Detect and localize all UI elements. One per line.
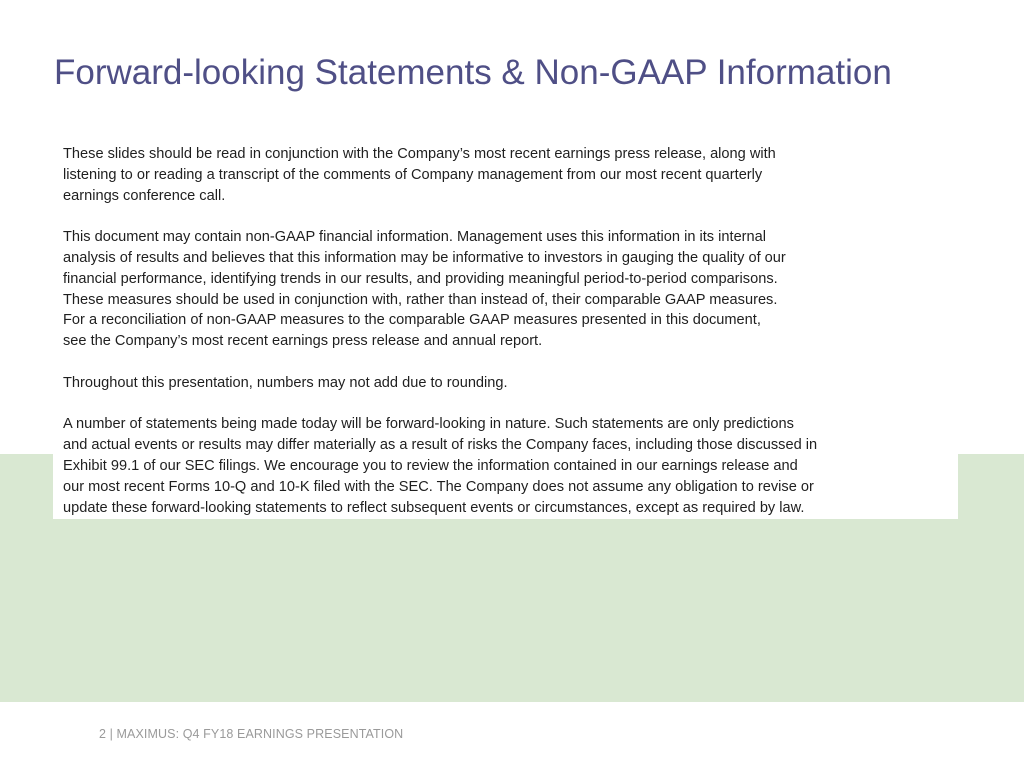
paragraph-non-gaap: This document may contain non-GAAP financial information. Management uses this information in its internal analysis of results and believes that this information may be informative to investors in gauging the quality of our financial performance, identifying trends in our results, and providing meaningful period-to-period comparisons. These measures should be used in conjunction with, rather than instead of, their comparable GAAP measures. For a reconciliation of non-GAAP measures to the comparable GAAP measures presented in this document, see the Company’s most recent earnings press release and annual report. [63,229,786,350]
paragraph-rounding: Throughout this presentation, numbers may not add due to rounding. [63,374,508,391]
paragraph-forward-looking: A number of statements being made today will be forward-looking in nature. Such statements are only predictions and actual events or results may differ materially as a result of risks the Company faces, including those discussed in Exhibit 99.1 of our SEC filings. We encourage you to review the information contained in our earnings release and our most recent Forms 10-Q and 10-K filed with the SEC. The Company does not assume any obligation to revise or update these forward-looking statements to reflect subsequent events or circumstances, except as required by law. [63,416,818,516]
slide-title: Forward-looking Statements & Non-GAAP Information [54,53,892,92]
slide-footer: 2 | MAXIMUS: Q4 FY18 EARNINGS PRESENTATION [99,727,404,741]
disclaimer-text-box [53,137,958,519]
paragraph-read-in-conjunction: These slides should be read in conjunction with the Company’s most recent earnings press release, along with listening to or reading a transcript of the comments of Company management from our most recent quarterly earnings conference call. [63,146,776,204]
